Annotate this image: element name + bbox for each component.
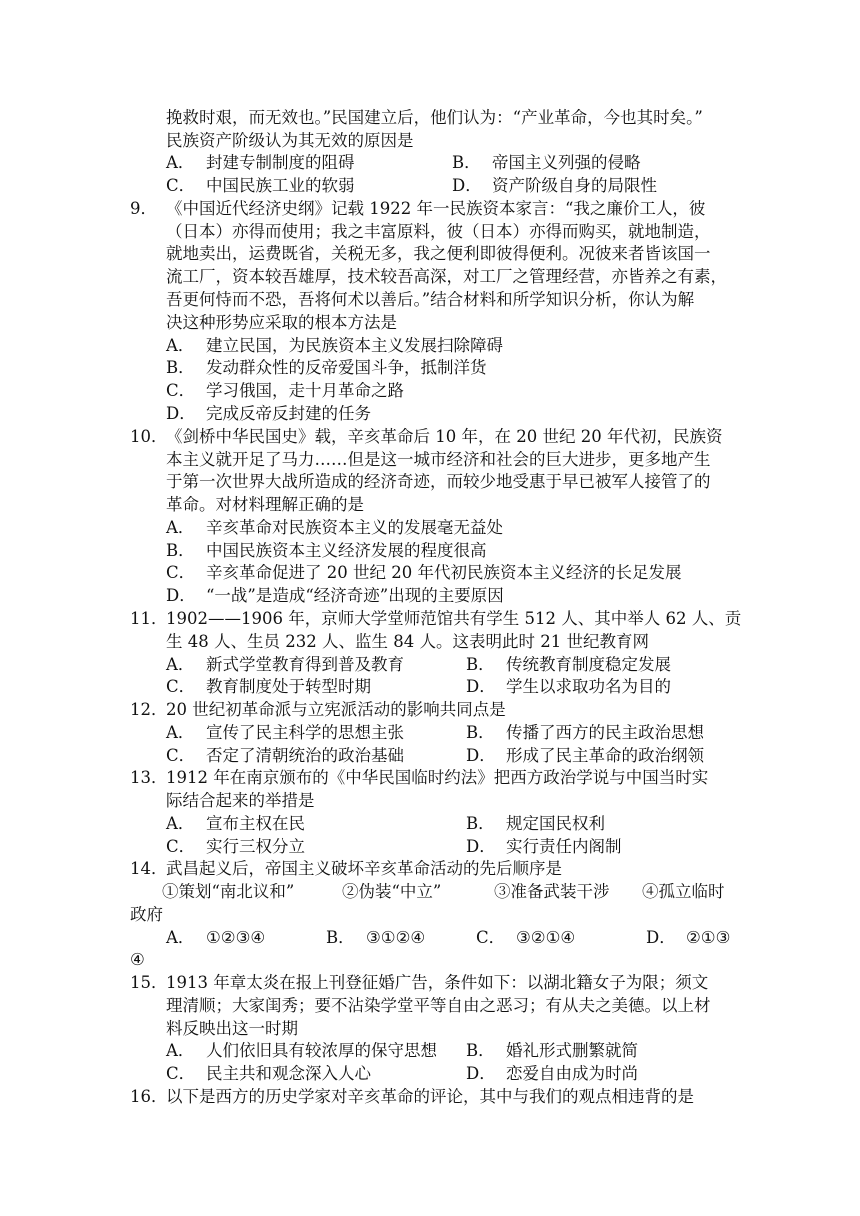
question-text-line: 革命。对材料理解正确的是: [166, 495, 364, 514]
question-text-line: 民族资产阶级认为其无效的原因是: [166, 131, 414, 150]
option-c: C． 否定了清朝统治的政治基础: [166, 746, 404, 765]
option-b: B． 婚礼形式删繁就简: [466, 1041, 638, 1060]
question-text-line: 挽救时艰，而无效也。”民国建立后，他们认为：“产业革命，今也其时矣。”: [166, 108, 703, 127]
question-text-line: 于第一次世界大战所造成的经济奇迹，而较少地受惠于早已被军人接管了的: [166, 472, 711, 491]
option-d: D． 实行责任内阁制: [466, 837, 622, 856]
question-text-line: 以下是西方的历史学家对辛亥革命的评论，其中与我们的观点相违背的是: [166, 1087, 694, 1106]
option-b: B． ③①②④: [326, 928, 426, 947]
question-text-line: 理清顺；大家闺秀；要不沾染学堂平等自由之恶习；有从夫之美德。以上材: [166, 996, 711, 1015]
option-b: B． 发动群众性的反帝爱国斗争，抵制洋货: [166, 358, 487, 377]
option-a: A． 宣传了民主科学的思想主张: [166, 723, 404, 742]
option-d: D． 恋爱自由成为时尚: [466, 1064, 638, 1083]
option-c: C． 学习俄国，走十月革命之路: [166, 381, 404, 400]
option-d: D． 资产阶级自身的局限性: [452, 176, 657, 195]
question-text-line: 吾更何恃而不恐，吾将何术以善后。”结合材料和所学知识分析，你认为解: [166, 290, 695, 309]
question-text-line: 就地卖出，运费既省，关税无多，我之便利即彼得便利。况彼来者皆该国一: [166, 244, 711, 263]
question-number: 14．: [130, 859, 168, 878]
question-text-line: 1912 年在南京颁布的《中华民国临时约法》把西方政治学说与中国当时实: [166, 768, 709, 787]
option-b: B． 传统教育制度稳定发展: [466, 655, 671, 674]
option-d: D． 形成了民主革命的政治纲领: [466, 746, 704, 765]
option-c: C． 实行三权分立: [166, 837, 305, 856]
option-a: A． 封建专制制度的阻碍: [166, 153, 355, 172]
option-c: C． 教育制度处于转型时期: [166, 677, 371, 696]
option-d: D． ②①③: [646, 928, 731, 947]
question-number: 9．: [130, 199, 157, 218]
option-c: C． 辛亥革命促进了 20 世纪 20 年代初民族资本主义经济的长足发展: [166, 563, 682, 582]
question-text-line: 政府: [130, 905, 163, 924]
option-a: A． 辛亥革命对民族资本主义的发展毫无益处: [166, 518, 503, 537]
event-item-4: ④孤立临时: [642, 882, 725, 901]
option-d: D． 学生以求取功名为目的: [466, 677, 671, 696]
question-text-line: 本主义就开足了马力……但是这一城市经济和社会的巨大进步，更多地产生: [166, 450, 711, 469]
question-text-line: （日本）亦得而使用；我之丰富原料，彼（日本）亦得而购买，就地制造，: [166, 222, 711, 241]
question-text-line: 料反映出这一时期: [166, 1019, 298, 1038]
option-d-continuation: ④: [130, 950, 145, 969]
option-a: A． ①②③④: [166, 928, 266, 947]
question-text-line: 流工厂，资本较吾雄厚，技术较吾高深，对工厂之管理经营，亦皆养之有素，: [166, 267, 727, 286]
option-a: A． 人们依旧具有较浓厚的保守思想: [166, 1041, 437, 1060]
question-number: 10．: [130, 427, 168, 446]
event-item-3: ③准备武装干涉: [494, 882, 610, 901]
question-text-line: 1902——1906 年，京师大学堂师范馆共有学生 512 人、其中举人 62 人、贡: [166, 609, 742, 628]
question-text-line: 际结合起来的举措是: [166, 791, 315, 810]
option-a: A． 新式学堂教育得到普及教育: [166, 655, 404, 674]
question-text-line: 《剑桥中华民国史》载，辛亥革命后 10 年，在 20 世纪 20 年代初，民族资: [166, 427, 723, 446]
option-a: A． 宣布主权在民: [166, 814, 305, 833]
question-number: 13．: [130, 768, 168, 787]
option-a: A． 建立民国，为民族资本主义发展扫除障碍: [166, 336, 503, 355]
question-number: 16．: [130, 1087, 168, 1106]
event-item-2: ②伪装“中立”: [342, 882, 442, 901]
question-text-line: 20 世纪初革命派与立宪派活动的影响共同点是: [166, 700, 506, 719]
question-text-line: 1913 年章太炎在报上刊登征婚广告，条件如下：以湖北籍女子为限；须文: [166, 973, 709, 992]
option-d: D． “一战”是造成“经济奇迹”出现的主要原因: [166, 586, 504, 605]
question-text-line: 武昌起义后，帝国主义破坏辛亥革命活动的先后顺序是: [166, 859, 562, 878]
question-text-line: 生 48 人、生员 232 人、监生 84 人。这表明此时 21 世纪教育网: [166, 632, 649, 651]
option-c: C． ③②①④: [476, 928, 576, 947]
option-b: B． 中国民族资本主义经济发展的程度很高: [166, 541, 487, 560]
question-number: 11．: [130, 609, 168, 628]
option-b: B． 帝国主义列强的侵略: [452, 153, 641, 172]
question-number: 12．: [130, 700, 168, 719]
option-d: D． 完成反帝反封建的任务: [166, 404, 371, 423]
question-number: 15．: [130, 973, 168, 992]
option-b: B． 传播了西方的民主政治思想: [466, 723, 704, 742]
question-text-line: 决这种形势应采取的根本方法是: [166, 313, 397, 332]
option-b: B． 规定国民权利: [466, 814, 605, 833]
question-text-line: 《中国近代经济史纲》记载 1922 年一民族资本家言：“我之廉价工人，彼: [166, 199, 706, 218]
event-item-1: ①策划“南北议和”: [162, 882, 295, 901]
option-c: C． 中国民族工业的软弱: [166, 176, 355, 195]
option-c: C． 民主共和观念深入人心: [166, 1064, 371, 1083]
